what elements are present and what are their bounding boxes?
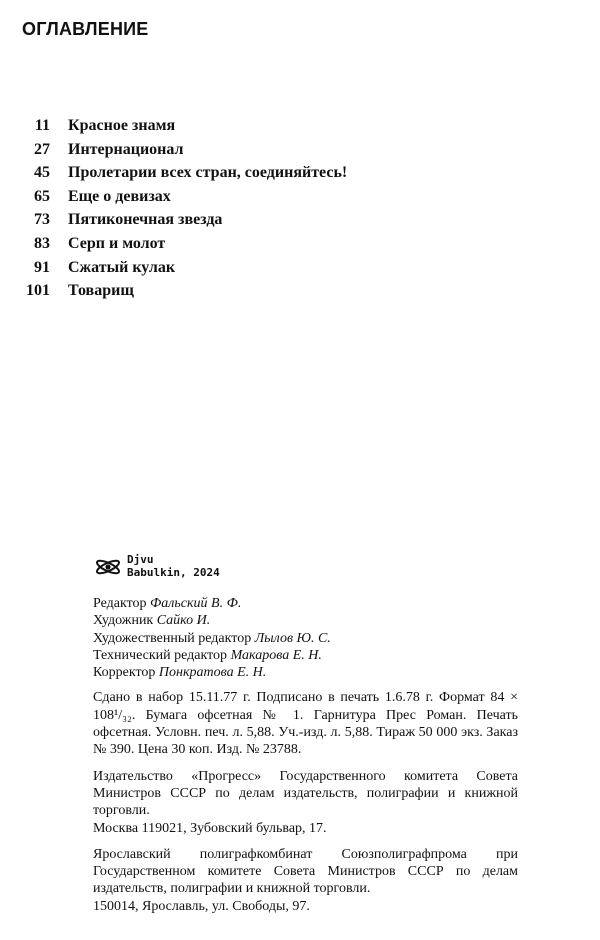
credit-role: Художественный редактор [93, 630, 255, 646]
toc-list [0, 117, 600, 306]
toc-entry-title: Пролетарии всех стран, соединяйтесь! [68, 164, 348, 182]
publisher-address: Москва 119021, Зубовский бульвар, 17. [93, 820, 327, 836]
toc-page-number: 73 [34, 211, 50, 229]
toc-entry[interactable] [0, 259, 600, 283]
djvu-logo [93, 553, 243, 583]
logo-label: Djvu [127, 553, 154, 566]
toc-entry[interactable] [0, 235, 600, 259]
toc-entry-title: Сжатый кулак [68, 258, 176, 276]
print-info: Сдано в набор 15.11.77 г. Подписано в печать 1.6.78 г. Формат 84 × 108¹/₃₂. Бумага офсетная № 1. Гарнитура Прес Роман. Печать офсетная. Условн. печ. л. 5,88. Уч.-изд. л. 5,88. Тираж 50 000 экз. Заказ № 390. Цена 30 коп. Изд. № 23788. [93, 690, 518, 758]
credit-name: Понкратова Е. Н. [158, 665, 267, 681]
colophon [93, 595, 518, 915]
credit-line [93, 664, 518, 681]
toc-page-number: 11 [34, 117, 50, 134]
toc-entry[interactable] [0, 117, 600, 141]
toc-page-number: 83 [34, 234, 50, 252]
toc-entry[interactable] [0, 141, 600, 165]
toc-entry-title: Пятиконечная звезда [68, 211, 223, 229]
print-info-block [93, 689, 518, 758]
toc-page-number: 45 [34, 164, 50, 182]
credit-role: Художник [93, 613, 157, 629]
credit-name: Сайко И. [156, 613, 211, 629]
credit-role: Редактор [93, 596, 151, 611]
credit-name: Фальский В. Ф. [150, 596, 242, 611]
publisher-block [93, 768, 518, 837]
toc-title: ОГЛАВЛЕНИЕ [22, 19, 149, 39]
toc-page-number: 27 [34, 140, 50, 158]
toc-page-number: 91 [34, 258, 50, 276]
toc-entry-title: Товарищ [68, 282, 134, 300]
credit-line [93, 630, 518, 647]
toc-entry-title: Красное знамя [68, 117, 176, 134]
toc-entry[interactable] [0, 164, 600, 188]
printer-block [93, 846, 518, 915]
credit-line [93, 612, 518, 629]
djvu-logo-icon [93, 555, 123, 579]
credit-role: Корректор [93, 665, 159, 681]
toc-page-number: 65 [34, 187, 50, 205]
logo-credit: Babulkin, 2024 [127, 566, 220, 579]
credit-name: Макарова Е. Н. [230, 647, 322, 663]
toc-entry[interactable] [0, 211, 600, 235]
printer-address: 150014, Ярославль, ул. Свободы, 97. [93, 898, 310, 914]
printer-text: Ярославский полиграфкомбинат Союзполиграфпрома при Государственном комитете Совета Министров СССР по делам издательств, полиграфии и книжной торговли. [93, 846, 518, 897]
toc-entry-title: Интернационал [68, 140, 184, 158]
credits [93, 595, 518, 681]
credit-name: Лылов Ю. С. [254, 630, 331, 646]
toc-entry[interactable] [0, 282, 600, 306]
toc-page-number: 101 [26, 282, 50, 300]
credit-line [93, 595, 518, 612]
publisher-text: Издательство «Прогресс» Государственного комитета Совета Министров СССР по делам издательств, полиграфии и книжной торговли. [93, 768, 518, 819]
toc-entry-title: Серп и молот [68, 234, 166, 252]
credit-role: Технический редактор [93, 647, 231, 663]
toc-entry[interactable] [0, 188, 600, 212]
credit-line [93, 647, 518, 664]
toc-entry-title: Еще о девизах [68, 187, 171, 205]
